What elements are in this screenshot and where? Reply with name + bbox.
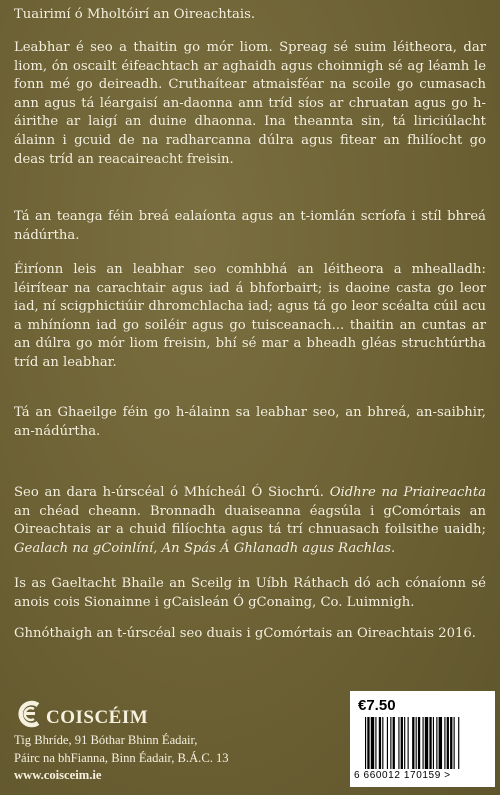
address-line-1: Tig Bhríde, 91 Bóthar Bhinn Éadair, — [14, 733, 198, 747]
barcode-icon — [365, 717, 491, 769]
address-line-2: Páirc na bhFianna, Binn Éadair, B.Á.C. 13 — [14, 750, 229, 765]
reviews-header: Tuairimí ó Mholtóirí an Oireachtais. — [14, 7, 256, 22]
author-residence: Is as Gaeltacht Bhaile an Sceilg in Uíbh Ráthach dó ach cónaíonn sé anois cois Sionainne i gCaisleán Ó gConaing, Co. Luimnigh. — [14, 576, 486, 610]
review-paragraph-1: Leabhar é seo a thaitin go mór liom. Spreag sé suim léitheora, dar liom, ón oscailt éifeachtach ar aghaidh agus choinnigh sé ag léamh le fonn mé go deireadh. Cruthaítear atmaisféar na scoile go cumasach ann agus tá léargaisí an-daonna ann tríd síos ar chruatan agus go h-áirithe ar laigí an duine dhaonna. Ina theannta sin, tá liriciúlacht álainn i gcuid de na radharcanna dúlra agus fitear an fhilíocht go deas tríd an reacaireacht freisin. — [14, 40, 486, 167]
award-note: Ghnóthaigh an t-úrscéal seo duais i gComórtais an Oireachtais 2016. — [14, 626, 476, 641]
review-paragraph-3: Éiríonn leis an leabhar seo comhbhá an léitheora a mhealladh: léirítear na carachtair agus iad á bhforbairt; is daoine casta go leor iad, ní scigphictiúir dhromchlacha iad; agus tá go leor scéalta cúil acu a mhíníonn iad go soiléir agus go tuisceanach... thaitin an cuntas ar an dúlra go mór liom freisin, bhí sé mar a bheadh gléas struchtúrtha tríd an leabhar. — [14, 262, 486, 370]
bio-text-2: an chéad cheann. Bronnadh duaiseanna éagsúla i gComórtais an Oireachtais ar a chuid filíochta agus tá trí chnuasach foilsithe uaidh; — [14, 503, 486, 538]
publisher-address — [14, 732, 304, 785]
publisher-name: COISCÉIM — [46, 707, 149, 728]
barcode-panel — [350, 691, 495, 787]
publisher-website-link[interactable]: www.coisceim.ie — [14, 768, 102, 782]
bio-book-title-1: Oidhre na Priaireachta — [329, 485, 486, 500]
author-bio — [14, 484, 486, 558]
coisceim-logo-icon — [14, 699, 44, 729]
price-label: €7.50 — [358, 697, 396, 714]
publisher-logo — [14, 695, 304, 729]
bio-poetry-titles: Gealach na gCoinlíní, An Spás Á Ghlanadh agus Rachlas. — [14, 540, 396, 556]
bio-text-1: Seo an dara h-úrscéal ó Mhícheál Ó Siochrú. — [14, 485, 330, 500]
review-paragraph-4: Tá an Ghaeilge féin go h-álainn sa leabhar seo, an bhreá, an-saibhir, an-nádúrtha. — [14, 405, 486, 439]
review-paragraph-2: Tá an teanga féin breá ealaíonta agus an t-iomlán scríofa i stíl bhreá nádúrtha. — [14, 209, 486, 243]
barcode-digits: 6 660012 170159 > — [354, 770, 451, 781]
publisher-block — [14, 695, 304, 785]
